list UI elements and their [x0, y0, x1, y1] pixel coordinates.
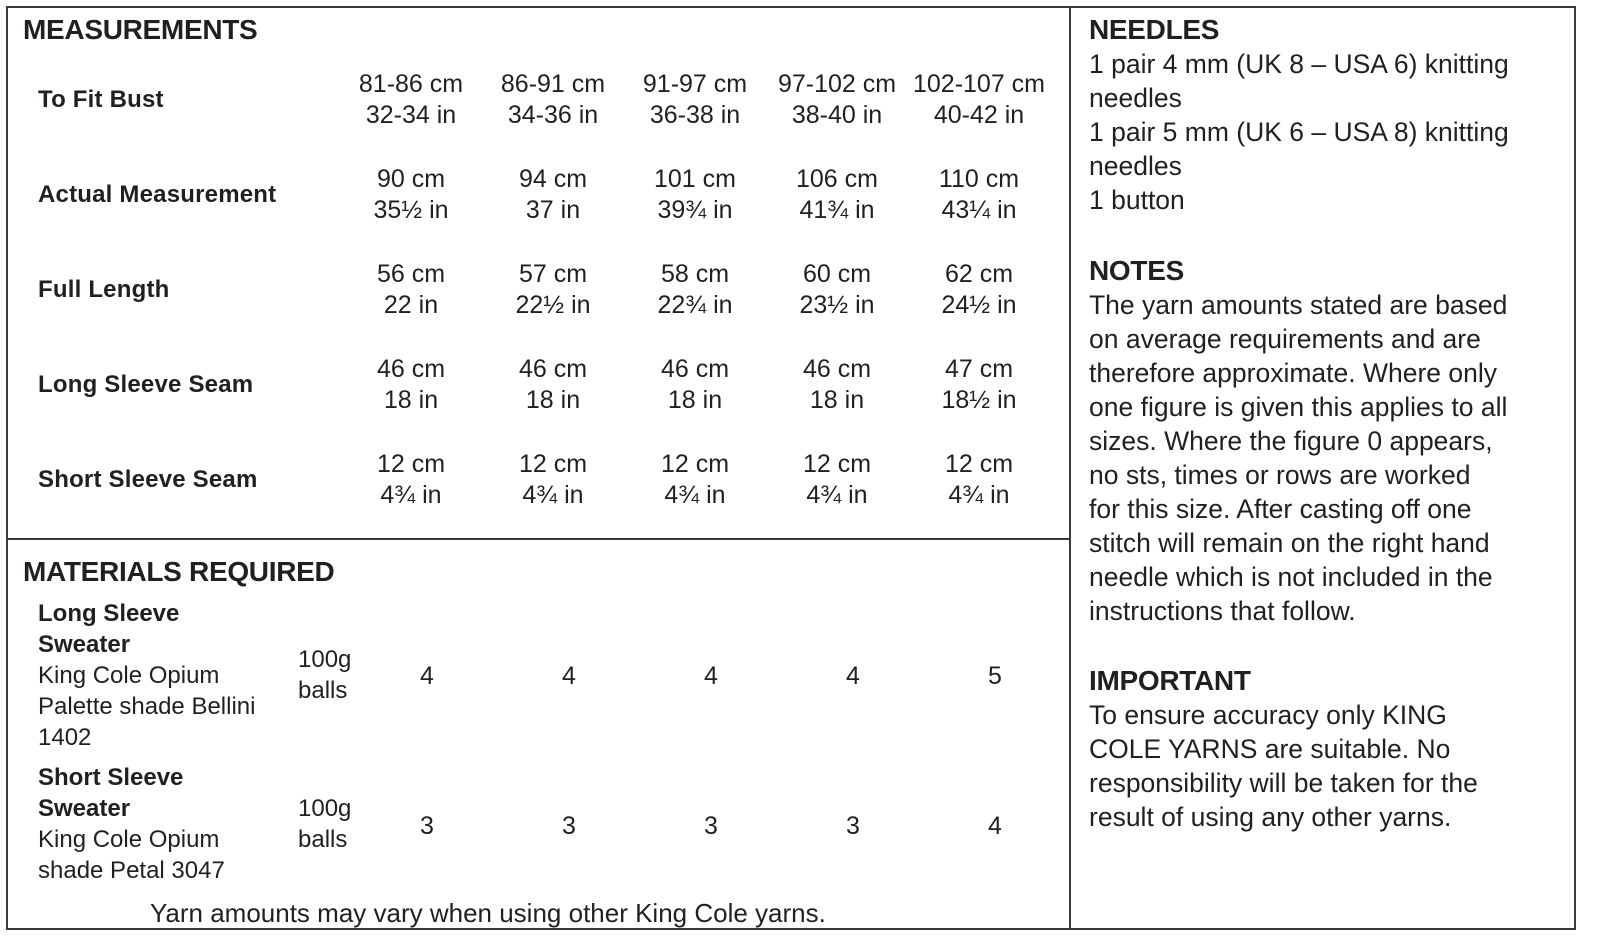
size-cell: 102-107 cm 40-42 in [912, 70, 1046, 129]
value-cell: 12 cm 4¾ in [944, 450, 1014, 509]
needles-title: NEEDLES [1089, 14, 1220, 45]
value-cell: 12 cm 4¾ in [376, 450, 446, 509]
row-label: Actual Measurement [38, 181, 277, 208]
value-cell: 12 cm 4¾ in [660, 450, 730, 509]
material-qty: 4 [704, 662, 718, 690]
row-label: Long Sleeve Seam [38, 371, 254, 398]
value-cell: 47 cm 18½ in [941, 355, 1017, 414]
yarn-footnote: Yarn amounts may vary when using other King Cole yarns. [150, 898, 826, 928]
value-cell: 58 cm 22¾ in [657, 260, 733, 319]
value-cell: 106 cm 41¾ in [796, 165, 878, 224]
important-title: IMPORTANT [1089, 665, 1251, 696]
value-cell: 12 cm 4¾ in [518, 450, 588, 509]
material-qty: 3 [704, 812, 718, 840]
materials-title: MATERIALS REQUIRED [23, 556, 335, 587]
material-name: Short Sleeve Sweater King Cole Opium shade Petal 3047 [38, 764, 225, 884]
value-cell: 90 cm 35½ in [373, 165, 449, 224]
value-cell: 57 cm 22½ in [515, 260, 591, 319]
size-cell: 81-86 cm 32-34 in [358, 70, 464, 129]
notes-text: The yarn amounts stated are based on average requirements and are therefore approximate. Where only one figure is given this applies to all sizes. Where the figure 0 appears, no sts, times or rows are worked for this size. After casting off one stitch will remain on the right hand needle which is not included in the instructions that follow. [1089, 290, 1508, 626]
important-text: To ensure accuracy only KING COLE YARNS are suitable. No responsibility will be taken for the result of using any other yarns. [1089, 700, 1478, 832]
column-divider [1069, 6, 1071, 930]
size-cell: 97-102 cm 38-40 in [777, 70, 897, 129]
material-qty: 3 [420, 812, 434, 840]
value-cell: 46 cm 18 in [802, 355, 872, 414]
material-qty: 4 [988, 812, 1002, 840]
row-label: Short Sleeve Seam [38, 466, 258, 493]
size-cell: 91-97 cm 36-38 in [642, 70, 748, 129]
material-qty: 5 [988, 662, 1002, 690]
value-cell: 46 cm 18 in [518, 355, 588, 414]
material-qty: 3 [846, 812, 860, 840]
material-qty: 4 [562, 662, 576, 690]
value-cell: 46 cm 18 in [376, 355, 446, 414]
value-cell: 46 cm 18 in [660, 355, 730, 414]
material-qty: 4 [846, 662, 860, 690]
value-cell: 60 cm 23½ in [799, 260, 875, 319]
material-unit: 100g balls [298, 795, 352, 853]
notes-title: NOTES [1089, 255, 1184, 286]
material-unit: 100g balls [298, 646, 352, 704]
value-cell: 12 cm 4¾ in [802, 450, 872, 509]
value-cell: 110 cm 43¼ in [938, 165, 1020, 224]
row-label: To Fit Bust [38, 86, 164, 113]
value-cell: 62 cm 24½ in [941, 260, 1017, 319]
value-cell: 56 cm 22 in [376, 260, 446, 319]
measurements-title: MEASUREMENTS [23, 14, 258, 45]
material-name: Long Sleeve Sweater King Cole Opium Palette shade Bellini 1402 [38, 600, 256, 751]
row-label: Full Length [38, 276, 170, 303]
needles-list: 1 pair 4 mm (UK 8 – USA 6) knitting needles 1 pair 5 mm (UK 6 – USA 8) knitting needles 1 button [1089, 49, 1509, 215]
material-qty: 3 [562, 812, 576, 840]
material-qty: 4 [420, 662, 434, 690]
size-cell: 86-91 cm 34-36 in [500, 70, 606, 129]
value-cell: 94 cm 37 in [518, 165, 588, 224]
section-divider [6, 538, 1070, 540]
value-cell: 101 cm 39¾ in [654, 165, 736, 224]
